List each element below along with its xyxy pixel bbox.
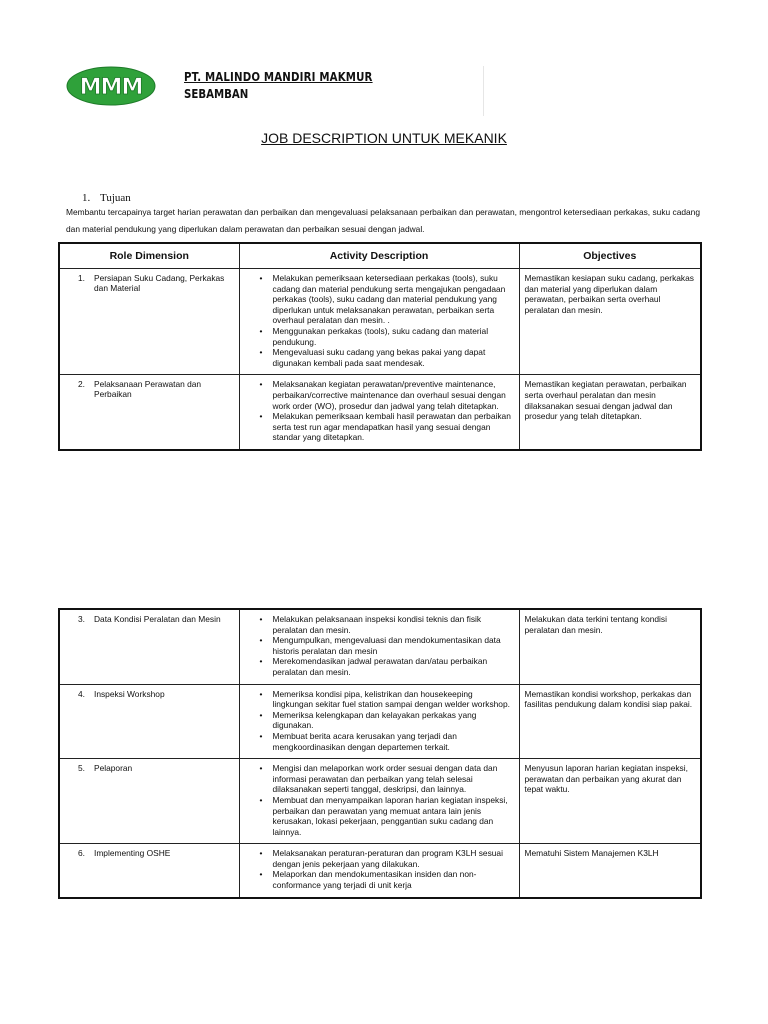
activity-list: [245, 689, 514, 753]
company-block: [184, 70, 406, 101]
section-title: Tujuan: [100, 192, 131, 204]
header-objectives: Objectives: [519, 243, 701, 269]
activity-item: • Mengevaluasi suku cadang yang bekas pakai yang dapat digunakan kembali pada saat mendesak.: [273, 347, 514, 368]
table-row: [59, 844, 701, 898]
activity-item: • Membuat berita acara kerusakan yang terjadi dan mengkoordinasikan dengan departemen terkait.: [273, 731, 514, 752]
role-name: Data Kondisi Peralatan dan Mesin: [94, 614, 221, 624]
job-table-part-2: [58, 608, 702, 899]
role-cell: [59, 844, 239, 898]
role-number: 4.: [78, 688, 85, 699]
activity-cell: [239, 375, 519, 450]
role-number: 5.: [78, 763, 85, 774]
objective-cell: Melakukan data terkini tentang kondisi peralatan dan mesin.: [519, 609, 701, 684]
role-dimension: [65, 689, 234, 699]
section-text: Membantu tercapainya target harian perawatan dan perbaikan dan mengevaluasi pelaksanaan perbaikan dan perawatan, mengontrol ketersediaan perkakas, suku cadang dan material pendukung yang diperlukan dalam perawatan dan perbaikan sesuai dengan jadwal.: [66, 207, 700, 234]
section-heading: [82, 192, 131, 204]
activity-cell: [239, 269, 519, 375]
company-logo: [66, 66, 156, 106]
activity-item: • Mengisi dan melaporkan work order sesuai dengan data dan informasi perawatan dan perbaikan yang telah selesai dilaksanakan seperti tanggal, deskripsi, dan lainnya.: [273, 763, 514, 795]
role-dimension: [65, 848, 234, 858]
activity-item: • Melaksanakan kegiatan perawatan/preventive maintenance, perbaikan/corrective maintenance dan overhaul sesuai dengan work order (WO), prosedur dan jadwal yang telah ditetapkan.: [273, 379, 514, 411]
role-name: Inspeksi Workshop: [94, 688, 165, 699]
section-number: 1.: [82, 192, 91, 204]
role-cell: [59, 759, 239, 844]
activity-cell: [239, 684, 519, 759]
activity-item: • Melakukan pemeriksaan ketersediaan perkakas (tools), suku cadang dan material pendukung serta mengajukan pengadaan perkakas (tools), suku cadang dan material pendukung yang diperlukan untuk melaksanakan perawatan, perbaikan serta overhaul peralatan dan mesin. .: [273, 273, 514, 326]
activity-item: • Membuat dan menyampaikan laporan harian kegiatan inspeksi, perbaikan dan perawatan yang memuat antara lain jenis kerusakan, lokasi pekerjaan, penggantian suku cadang dan lainnya.: [273, 795, 514, 837]
activity-item: • Melaporkan dan mendokumentasikan insiden dan non-conformance yang terjadi di unit kerja: [273, 869, 514, 890]
objective-cell: Mematuhi Sistem Manajemen K3LH: [519, 844, 701, 898]
activity-cell: [239, 759, 519, 844]
role-name: Pelaporan: [94, 763, 133, 774]
header-role-dimension: Role Dimension: [59, 243, 239, 269]
role-number: 2.: [78, 379, 85, 390]
activity-item: • Melakukan pelaksanaan inspeksi kondisi teknis dan fisik peralatan dan mesin.: [273, 614, 514, 635]
role-number: 1.: [78, 273, 85, 283]
activity-cell: [239, 844, 519, 898]
logo-text: MMM: [79, 75, 143, 100]
role-dimension: [65, 273, 234, 293]
role-number: 6.: [78, 848, 85, 859]
company-location: SEBAMBAN: [184, 87, 249, 101]
activity-item: • Melakukan pemeriksaan kembali hasil perawatan dan perbaikan serta test run agar mendapatkan hasil yang sesuai dengan standar yang ditetapkan.: [273, 411, 514, 443]
role-name: Persiapan Suku Cadang, Perkakas dan Material: [94, 273, 225, 293]
company-name: PT. MALINDO MANDIRI MAKMUR: [184, 70, 373, 84]
document-title: JOB DESCRIPTION UNTUK MEKANIK: [261, 130, 507, 146]
table-header-row: [59, 243, 701, 269]
activity-list: [245, 379, 514, 443]
objective-cell: Memastikan kesiapan suku cadang, perkakas dan material yang diperlukan dalam perawatan, perbaikan serta overhaul peralatan dan mesin.: [519, 269, 701, 375]
objective-cell: Menyusun laporan harian kegiatan inspeksi, perawatan dan perbaikan yang akurat dan tepat waktu.: [519, 759, 701, 844]
role-dimension: [65, 614, 234, 624]
role-dimension: [65, 379, 234, 399]
job-table-part-1: [58, 242, 702, 451]
activity-item: • Mengumpulkan, mengevaluasi dan mendokumentasikan data historis peralatan dan mesin: [273, 635, 514, 656]
table-row: [59, 759, 701, 844]
activity-item: • Melaksanakan peraturan-peraturan dan program K3LH sesuai dengan jenis pekerjaan yang dilakukan.: [273, 848, 514, 869]
activity-item: • Merekomendasikan jadwal perawatan dan/atau perbaikan peralatan dan mesin.: [273, 656, 514, 677]
activity-list: [245, 763, 514, 837]
activity-cell: [239, 609, 519, 684]
activity-item: • Menggunakan perkakas (tools), suku cadang dan material pendukung.: [273, 326, 514, 347]
activity-item: • Memeriksa kondisi pipa, kelistrikan dan housekeeping lingkungan sekitar fuel station sampai dengan welder workshop.: [273, 689, 514, 710]
objective-cell: Memastikan kegiatan perawatan, perbaikan serta overhaul peralatan dan mesin dilaksanakan sesuai dengan jadwal dan prosedur yang telah ditetapkan.: [519, 375, 701, 450]
header-activity-description: Activity Description: [239, 243, 519, 269]
role-name: Implementing OSHE: [94, 848, 171, 859]
role-dimension: [65, 763, 234, 773]
activity-list: [245, 848, 514, 890]
objective-cell: Memastikan kondisi workshop, perkakas dan fasilitas pendukung dalam kondisi siap pakai.: [519, 684, 701, 759]
role-name: Pelaksanaan Perawatan dan Perbaikan: [94, 379, 202, 400]
table-row: [59, 684, 701, 759]
role-cell: [59, 684, 239, 759]
activity-item: • Memeriksa kelengkapan dan kelayakan perkakas yang digunakan.: [273, 710, 514, 731]
table-row: [59, 269, 701, 375]
role-cell: [59, 375, 239, 450]
table-row: [59, 609, 701, 684]
role-number: 3.: [78, 614, 85, 624]
role-cell: [59, 609, 239, 684]
header-divider: [483, 66, 484, 116]
role-cell: [59, 269, 239, 375]
table-row: [59, 375, 701, 450]
activity-list: [245, 273, 514, 368]
activity-list: [245, 614, 514, 678]
